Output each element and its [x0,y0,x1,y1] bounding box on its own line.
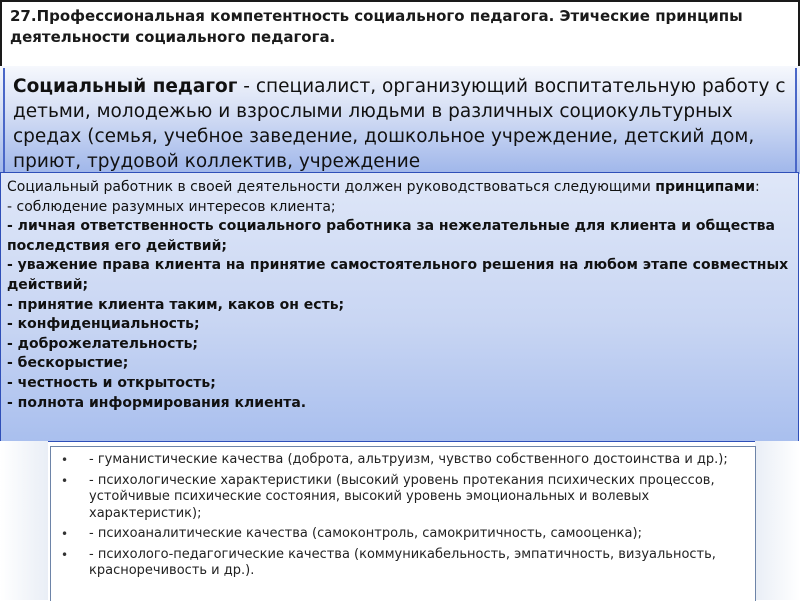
list-item [59,473,749,523]
bullet-icon: • [61,527,69,541]
principle-item: - личная ответственность социального работника за нежелательные для клиента и общества последствия его действий; [7,218,775,254]
bullet-icon: • [61,547,69,562]
definition-body: - специалист, организующий воспитательную работу с детьми, молодежью и взрослыми людьми в различных социокультурных средах (семья, учебное заведение, дошкольное учреждение, детский дом, приют, трудовой коллектив, учреждение [13,76,786,172]
principle-item: - конфиденциальность; [7,316,200,333]
definition-box-frame [3,68,797,174]
principle-item: - соблюдение разумных интересов клиента; [7,198,336,215]
list-item [59,452,749,469]
principle-item: - бескорыстие; [7,355,129,372]
slide-title-box [0,0,800,68]
principles-text [7,178,791,413]
principles-intro [7,178,791,198]
list-item-text: - психологические характеристики (высокий уровень протекания психических процессов, устойчивые психические состояния, высокий уровень эмоциональных и волевых характеристик); [89,472,715,521]
list-item-text: - гуманистические качества (доброта, альтруизм, чувство собственного достоинства и др.); [89,452,728,467]
principles-intro-colon: : [755,179,760,195]
definition-box [0,66,800,174]
principle-item: - уважение права клиента на принятие самостоятельного решения на любом этапе совместных действий; [7,257,789,293]
bullet-icon: • [61,473,69,488]
principle-item: - доброжелательность; [7,335,199,352]
qualities-box [50,446,756,601]
list-item-text: - психолого-педагогические качества (коммуникабельность, эмпатичность, визуальность, красноречивость и др.). [89,546,716,578]
principle-item: - честность и открытость; [7,374,216,391]
list-item-text: - психоаналитические качества (самоконтроль, самокритичность, самооценка); [89,526,642,541]
qualities-list [59,452,749,584]
slide-title: 27.Профессиональная компетентность социального педагога. Этические принципы деятельности социального педагога. [10,7,743,46]
side-shadow-left [0,441,48,600]
definition-text [13,74,795,174]
side-shadow-right [755,441,800,600]
definition-term: Социальный педагог [13,76,238,97]
bullet-icon: • [61,453,69,467]
list-item [59,526,749,543]
list-item [59,547,749,580]
principle-item: - принятие клиента таким, каков он есть; [7,296,345,313]
principles-intro-text: Социальный работник в своей деятельности должен руководствоваться следующими [7,179,651,195]
principle-item: - полнота информирования клиента. [7,394,307,411]
principles-intro-bold: принципами [655,179,756,195]
principles-box [0,172,799,442]
